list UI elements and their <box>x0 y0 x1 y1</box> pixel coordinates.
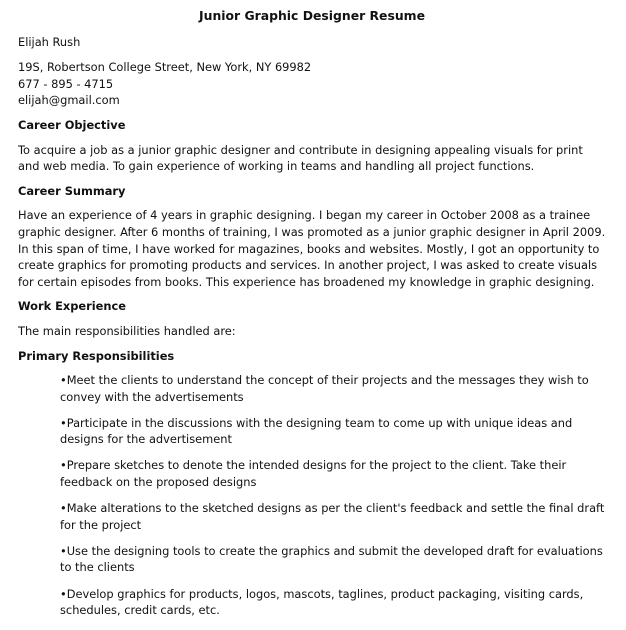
applicant-email: elijah@gmail.com <box>18 93 120 108</box>
list-item-text: Prepare sketches to denote the intended designs for the project to the client. Take their feedback on the proposed designs <box>60 458 567 490</box>
bullet-icon: • <box>60 501 67 516</box>
list-item-text: Make alterations to the sketched designs as per the client's feedback and settle the final draft for the project <box>60 501 605 532</box>
bullet-icon: • <box>60 415 67 430</box>
list-item <box>60 415 606 448</box>
list-item <box>60 457 606 490</box>
applicant-name: Elijah Rush <box>18 34 81 49</box>
list-item <box>60 500 606 533</box>
list-item-text: Meet the clients to understand the concept of their projects and the messages they wish to convey with the advertisements <box>60 373 589 404</box>
primary-responsibilities-heading: Primary Responsibilities <box>18 348 175 363</box>
bullet-icon: • <box>60 373 67 388</box>
bullet-icon: • <box>60 458 67 473</box>
career-objective-heading: Career Objective <box>18 117 126 132</box>
career-summary-text: Have an experience of 4 years in graphic designing. I began my career in October 2008 as a trainee graphic designer. After 6 months of training, I was promoted as a junior graphic designer in April 2009. In this span of time, I have worked for magazines, books and websites. Mostly, I got an opportunity to create graphics for promoting products and services. In another project, I was asked to create visuals for certain episodes from books. This experience has broadened my knowledge in graphic designing. <box>18 208 606 289</box>
career-summary-heading: Career Summary <box>18 183 126 198</box>
list-item <box>60 586 606 619</box>
list-item <box>60 372 606 405</box>
applicant-phone: 677 - 895 - 4715 <box>18 76 114 91</box>
work-experience-heading: Work Experience <box>18 299 126 314</box>
list-item-text: Participate in the discussions with the designing team to come up with unique ideas and designs for the advertisement <box>60 415 573 447</box>
bullet-icon: • <box>60 543 67 558</box>
work-experience-intro: The main responsibilities handled are: <box>18 323 236 338</box>
career-objective-text: To acquire a job as a junior graphic designer and contribute in designing appealing visuals for print and web media. To gain experience of working in teams and handling all project functions. <box>18 142 583 174</box>
list-item-text: Develop graphics for products, logos, mascots, taglines, product packaging, visiting cards, schedules, credit cards, etc. <box>60 586 584 618</box>
list-item <box>60 543 606 576</box>
list-item-text: Use the designing tools to create the graphics and submit the developed draft for evaluations to the clients <box>60 543 603 575</box>
responsibilities-list <box>18 372 606 619</box>
bullet-icon: • <box>60 586 67 601</box>
resume-title: Junior Graphic Designer Resume <box>199 8 425 23</box>
applicant-address: 19S, Robertson College Street, New York, NY 69982 <box>18 60 312 75</box>
